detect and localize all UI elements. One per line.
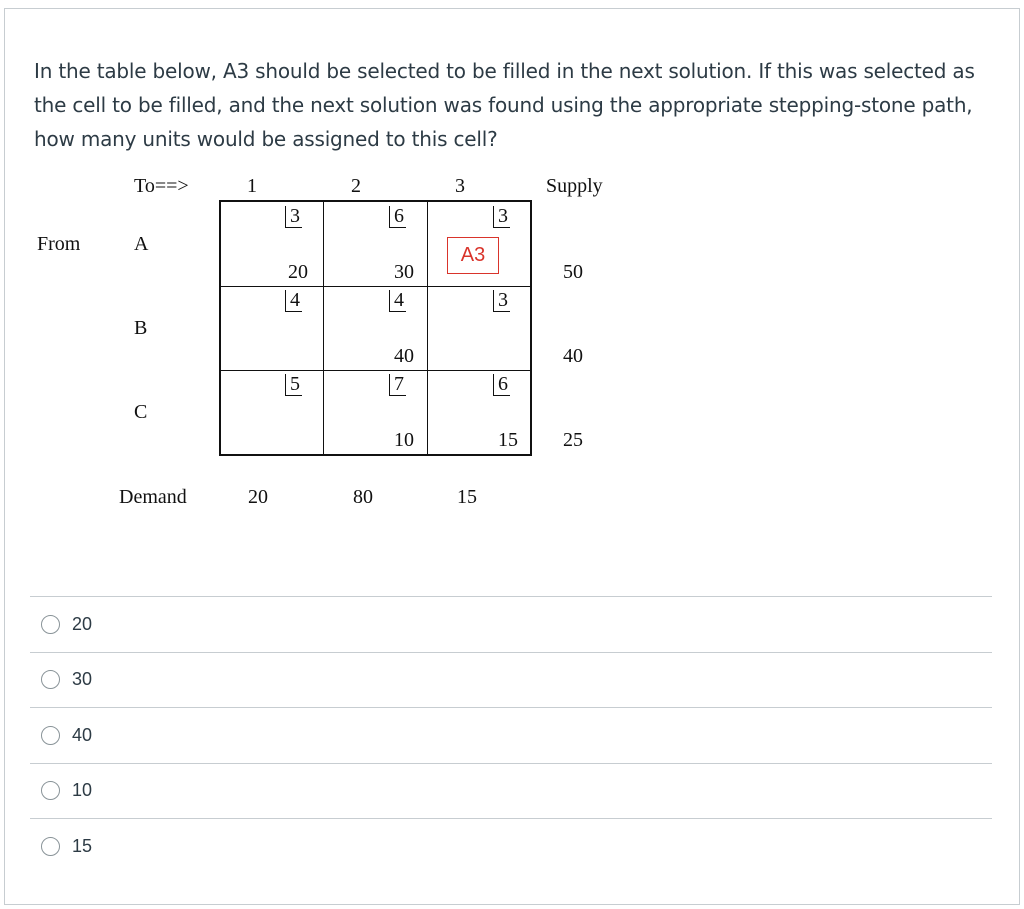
cost-b1: 4 bbox=[285, 290, 302, 312]
column-header-3: 3 bbox=[455, 175, 465, 197]
cost-c3: 6 bbox=[493, 374, 510, 396]
row-label-a: A bbox=[134, 233, 149, 255]
allocation-c3: 15 bbox=[498, 429, 518, 451]
cost-c2: 7 bbox=[389, 374, 406, 396]
radio-button[interactable] bbox=[41, 781, 60, 800]
cost-a2: 6 bbox=[389, 206, 406, 228]
radio-button[interactable] bbox=[41, 726, 60, 745]
a3-highlight-label: A3 bbox=[447, 237, 499, 274]
cost-a3: 3 bbox=[493, 206, 510, 228]
allocation-b2: 40 bbox=[394, 345, 414, 367]
radio-button[interactable] bbox=[41, 837, 60, 856]
cost-b2: 4 bbox=[389, 290, 406, 312]
answer-label: 15 bbox=[72, 835, 93, 856]
answer-option[interactable] bbox=[30, 652, 992, 708]
from-label: From bbox=[37, 233, 81, 255]
allocation-c2: 10 bbox=[394, 429, 414, 451]
answer-label: 40 bbox=[72, 724, 93, 745]
supply-b: 40 bbox=[563, 345, 583, 367]
answer-option[interactable] bbox=[30, 818, 992, 874]
allocation-a2: 30 bbox=[394, 261, 414, 283]
allocation-a1: 20 bbox=[288, 261, 308, 283]
to-label: To==> bbox=[134, 175, 189, 197]
column-header-1: 1 bbox=[247, 175, 257, 197]
cost-c1: 5 bbox=[285, 374, 302, 396]
answer-option[interactable] bbox=[30, 763, 992, 819]
demand-3: 15 bbox=[457, 486, 477, 508]
supply-c: 25 bbox=[563, 429, 583, 451]
answer-options bbox=[30, 596, 992, 874]
cost-b3: 3 bbox=[493, 290, 510, 312]
radio-button[interactable] bbox=[41, 615, 60, 634]
row-label-b: B bbox=[134, 317, 148, 339]
answer-label: 20 bbox=[72, 613, 93, 634]
answer-label: 10 bbox=[72, 780, 93, 801]
answer-label: 30 bbox=[72, 669, 93, 690]
row-label-c: C bbox=[134, 401, 148, 423]
answer-option[interactable] bbox=[30, 596, 992, 652]
demand-1: 20 bbox=[248, 486, 268, 508]
column-header-2: 2 bbox=[351, 175, 361, 197]
answer-option[interactable] bbox=[30, 707, 992, 763]
radio-button[interactable] bbox=[41, 670, 60, 689]
demand-2: 80 bbox=[353, 486, 373, 508]
supply-a: 50 bbox=[563, 261, 583, 283]
demand-label: Demand bbox=[119, 486, 187, 508]
question-text: In the table below, A3 should be selected to be filled in the next solution. If this was selected as the cell to be filled, and the next solution was found using the appropriate stepping-stone path, how many units would be assigned to this cell? bbox=[34, 59, 975, 151]
cost-a1: 3 bbox=[285, 206, 302, 228]
supply-label: Supply bbox=[546, 175, 603, 197]
